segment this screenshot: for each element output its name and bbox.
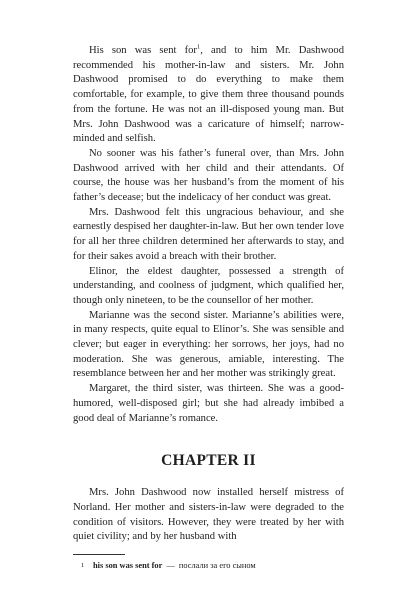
paragraph-2: No sooner was his father’s funeral over, than Mrs. John Dashwood arrived with her child and their attendants. Of course, the house was her husband’s from the moment of his father’s decease; but the indelicacy of her conduct was great. xyxy=(73,147,344,204)
paragraph-4: Elinor, the eldest daughter, possessed a strength of understanding, and coolness of judgment, which qualified her, though only nineteen, to be the counsellor of her mother. xyxy=(73,265,344,306)
footnote xyxy=(73,560,344,571)
paragraph-6: Margaret, the third sister, was thirteen. She was a good-humored, well-disposed girl; but she had already imbibed a good deal of Marianne’s romance. xyxy=(73,383,344,424)
paragraph-1-text-after-note: , and to him Mr. Dashwood recommended his mother-in-law and sisters. Mr. John Dashwood promised to do everything to make them comfortable, for example, to give them three thousand pounds from the fortune. He was not an ill-disposed young man. But Mrs. John Dashwood was a caricature of himself; narrow-minded and selfish. xyxy=(73,45,345,145)
chapter-opening-paragraph: Mrs. John Dashwood now installed herself mistress of Norland. Her mother and sisters-in-law were degraded to the condition of visitors. However, they were treated by her with quiet civility; and by her husband with xyxy=(73,487,344,543)
footnote-dash: — xyxy=(166,561,175,571)
book-page xyxy=(73,44,344,571)
footnote-divider xyxy=(73,554,125,555)
paragraph-3: Mrs. Dashwood felt this ungracious behaviour, and she earnestly despised her daughter-in-law. But her own tender love for all her three children determined her afterwards to stay, and for their sakes avoid a breach with their brother. xyxy=(73,206,344,262)
footnote-mark: 1 xyxy=(81,562,85,570)
paragraph-5: Marianne was the second sister. Marianne’s abilities were, in many respects, quite equal to Elinor’s. She was sensible and clever; but eager in everything: her sorrows, her joys, had no moderation. She was generous, amiable, interesting. The resemblance between her and her mother was strikingly great. xyxy=(73,309,344,380)
footnote-translation: послали за его сыном xyxy=(178,561,256,571)
paragraph-1 xyxy=(73,44,344,147)
footnote-reference-mark: 1 xyxy=(196,43,201,51)
chapter-body xyxy=(73,486,344,545)
paragraph-1-text-before-note: His son was sent for xyxy=(89,45,197,56)
chapter-heading: CHAPTER II xyxy=(161,452,256,470)
footnote-term: his son was sent for xyxy=(93,561,163,571)
